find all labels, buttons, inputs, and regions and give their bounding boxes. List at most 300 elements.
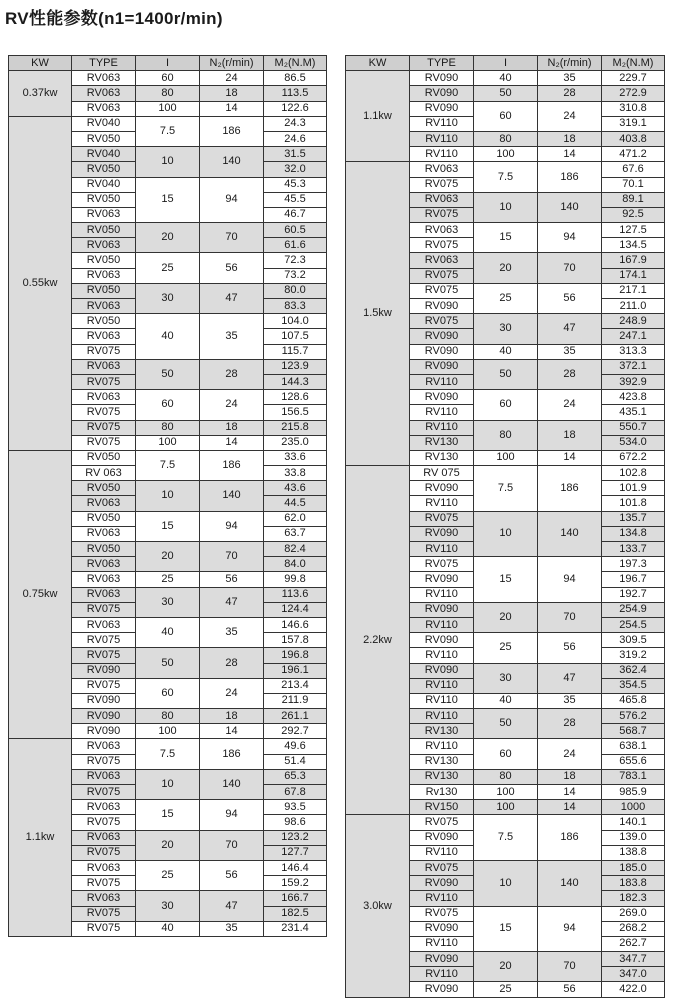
type-cell: RV063 bbox=[72, 526, 136, 541]
type-cell: RV110 bbox=[410, 891, 474, 906]
type-cell: RV130 bbox=[410, 435, 474, 450]
output-torque-cell: 113.5 bbox=[264, 86, 327, 101]
output-speed-cell: 140 bbox=[538, 511, 602, 557]
ratio-cell: 30 bbox=[136, 891, 200, 921]
header-output-speed: N₂(r/min) bbox=[200, 56, 264, 71]
ratio-cell: 7.5 bbox=[136, 450, 200, 480]
ratio-cell: 7.5 bbox=[474, 815, 538, 861]
type-cell: RV110 bbox=[410, 374, 474, 389]
output-torque-cell: 73.2 bbox=[264, 268, 327, 283]
output-torque-cell: 63.7 bbox=[264, 526, 327, 541]
power-cell: 1.1kw bbox=[346, 71, 410, 162]
output-torque-cell: 347.0 bbox=[602, 967, 665, 982]
type-cell: RV075 bbox=[410, 511, 474, 526]
type-cell: RV110 bbox=[410, 967, 474, 982]
output-speed-cell: 14 bbox=[538, 785, 602, 800]
output-torque-cell: 156.5 bbox=[264, 405, 327, 420]
output-torque-cell: 268.2 bbox=[602, 921, 665, 936]
ratio-cell: 15 bbox=[474, 223, 538, 253]
output-torque-cell: 465.8 bbox=[602, 693, 665, 708]
type-cell: RV110 bbox=[410, 936, 474, 951]
ratio-cell: 60 bbox=[474, 739, 538, 769]
output-speed-cell: 70 bbox=[200, 542, 264, 572]
type-cell: RV090 bbox=[72, 663, 136, 678]
output-speed-cell: 14 bbox=[200, 101, 264, 116]
output-speed-cell: 186 bbox=[200, 116, 264, 146]
type-cell: RV075 bbox=[410, 815, 474, 830]
ratio-cell: 7.5 bbox=[136, 116, 200, 146]
type-cell: RV130 bbox=[410, 769, 474, 784]
type-cell: RV063 bbox=[72, 238, 136, 253]
output-speed-cell: 70 bbox=[538, 602, 602, 632]
type-cell: RV110 bbox=[410, 693, 474, 708]
type-cell: RV063 bbox=[72, 769, 136, 784]
type-cell: RV090 bbox=[410, 526, 474, 541]
output-torque-cell: 1000 bbox=[602, 800, 665, 815]
output-torque-cell: 80.0 bbox=[264, 283, 327, 298]
ratio-cell: 15 bbox=[474, 906, 538, 952]
type-cell: RV090 bbox=[410, 830, 474, 845]
power-cell: 0.75kw bbox=[9, 450, 72, 739]
header-ratio: I bbox=[136, 56, 200, 71]
output-torque-cell: 104.0 bbox=[264, 314, 327, 329]
type-cell: RV075 bbox=[72, 633, 136, 648]
output-speed-cell: 35 bbox=[200, 617, 264, 647]
type-cell: RV090 bbox=[410, 359, 474, 374]
output-torque-cell: 211.0 bbox=[602, 299, 665, 314]
ratio-cell: 7.5 bbox=[136, 739, 200, 769]
type-cell: RV075 bbox=[72, 678, 136, 693]
type-cell: RV050 bbox=[72, 131, 136, 146]
type-cell: RV063 bbox=[72, 390, 136, 405]
type-cell: RV090 bbox=[410, 481, 474, 496]
type-cell: RV090 bbox=[410, 633, 474, 648]
output-torque-cell: 309.5 bbox=[602, 633, 665, 648]
output-torque-cell: 783.1 bbox=[602, 769, 665, 784]
output-torque-cell: 197.3 bbox=[602, 557, 665, 572]
output-speed-cell: 70 bbox=[538, 952, 602, 982]
output-speed-cell: 14 bbox=[200, 435, 264, 450]
type-cell: RV063 bbox=[72, 739, 136, 754]
output-speed-cell: 18 bbox=[538, 131, 602, 146]
output-torque-cell: 84.0 bbox=[264, 557, 327, 572]
output-torque-cell: 101.8 bbox=[602, 496, 665, 511]
output-speed-cell: 56 bbox=[200, 860, 264, 890]
output-torque-cell: 185.0 bbox=[602, 860, 665, 875]
ratio-cell: 50 bbox=[474, 359, 538, 389]
type-cell: RV075 bbox=[410, 268, 474, 283]
ratio-cell: 10 bbox=[474, 511, 538, 557]
output-speed-cell: 47 bbox=[200, 283, 264, 313]
power-cell: 2.2kw bbox=[346, 466, 410, 815]
output-speed-cell: 140 bbox=[538, 192, 602, 222]
type-cell: RV090 bbox=[72, 693, 136, 708]
ratio-cell: 40 bbox=[474, 71, 538, 86]
type-cell: RV090 bbox=[410, 71, 474, 86]
output-torque-cell: 372.1 bbox=[602, 359, 665, 374]
output-speed-cell: 56 bbox=[538, 982, 602, 997]
output-torque-cell: 182.3 bbox=[602, 891, 665, 906]
ratio-cell: 100 bbox=[474, 147, 538, 162]
output-speed-cell: 70 bbox=[538, 253, 602, 283]
output-speed-cell: 70 bbox=[200, 223, 264, 253]
output-torque-cell: 98.6 bbox=[264, 815, 327, 830]
ratio-cell: 25 bbox=[474, 982, 538, 997]
output-torque-cell: 313.3 bbox=[602, 344, 665, 359]
header-ratio: I bbox=[474, 56, 538, 71]
output-torque-cell: 24.6 bbox=[264, 131, 327, 146]
header-type: TYPE bbox=[410, 56, 474, 71]
type-cell: RV050 bbox=[72, 481, 136, 496]
type-cell: RV110 bbox=[410, 587, 474, 602]
performance-table-right bbox=[345, 55, 665, 998]
type-cell: RV090 bbox=[72, 724, 136, 739]
ratio-cell: 80 bbox=[136, 86, 200, 101]
ratio-cell: 60 bbox=[474, 390, 538, 420]
output-torque-cell: 354.5 bbox=[602, 678, 665, 693]
output-speed-cell: 14 bbox=[538, 147, 602, 162]
output-torque-cell: 231.4 bbox=[264, 921, 327, 936]
output-torque-cell: 550.7 bbox=[602, 420, 665, 435]
output-speed-cell: 47 bbox=[538, 314, 602, 344]
output-speed-cell: 56 bbox=[200, 572, 264, 587]
output-torque-cell: 319.2 bbox=[602, 648, 665, 663]
type-cell: RV063 bbox=[72, 587, 136, 602]
type-cell: RV063 bbox=[410, 162, 474, 177]
type-cell: RV040 bbox=[72, 177, 136, 192]
output-torque-cell: 254.9 bbox=[602, 602, 665, 617]
ratio-cell: 15 bbox=[136, 800, 200, 830]
output-torque-cell: 43.6 bbox=[264, 481, 327, 496]
performance-table-left bbox=[8, 55, 327, 937]
power-cell: 1.1kw bbox=[9, 739, 72, 936]
type-cell: RV130 bbox=[410, 450, 474, 465]
power-cell: 0.37kw bbox=[9, 71, 72, 117]
output-torque-cell: 347.7 bbox=[602, 952, 665, 967]
output-torque-cell: 192.7 bbox=[602, 587, 665, 602]
header-output-speed: N₂(r/min) bbox=[538, 56, 602, 71]
output-torque-cell: 123.2 bbox=[264, 830, 327, 845]
ratio-cell: 50 bbox=[136, 359, 200, 389]
output-torque-cell: 157.8 bbox=[264, 633, 327, 648]
output-speed-cell: 35 bbox=[538, 71, 602, 86]
output-speed-cell: 186 bbox=[538, 466, 602, 512]
output-torque-cell: 196.8 bbox=[264, 648, 327, 663]
ratio-cell: 20 bbox=[136, 830, 200, 860]
type-cell: RV063 bbox=[72, 329, 136, 344]
output-torque-cell: 32.0 bbox=[264, 162, 327, 177]
ratio-cell: 7.5 bbox=[474, 162, 538, 192]
output-speed-cell: 56 bbox=[538, 283, 602, 313]
ratio-cell: 20 bbox=[136, 223, 200, 253]
output-torque-cell: 261.1 bbox=[264, 709, 327, 724]
output-torque-cell: 60.5 bbox=[264, 223, 327, 238]
type-cell: RV110 bbox=[410, 131, 474, 146]
output-torque-cell: 159.2 bbox=[264, 876, 327, 891]
type-cell: RV090 bbox=[410, 390, 474, 405]
type-cell: RV050 bbox=[72, 283, 136, 298]
output-torque-cell: 167.9 bbox=[602, 253, 665, 268]
type-cell: RV050 bbox=[72, 542, 136, 557]
type-cell: RV063 bbox=[410, 223, 474, 238]
output-speed-cell: 28 bbox=[538, 86, 602, 101]
type-cell: RV075 bbox=[410, 283, 474, 298]
output-speed-cell: 94 bbox=[538, 557, 602, 603]
header-output-torque: M₂(N.M) bbox=[264, 56, 327, 71]
output-speed-cell: 35 bbox=[200, 921, 264, 936]
output-torque-cell: 196.7 bbox=[602, 572, 665, 587]
type-cell: RV075 bbox=[410, 314, 474, 329]
ratio-cell: 15 bbox=[136, 511, 200, 541]
output-torque-cell: 144.3 bbox=[264, 374, 327, 389]
output-speed-cell: 186 bbox=[200, 739, 264, 769]
output-speed-cell: 94 bbox=[200, 177, 264, 223]
type-cell: RV063 bbox=[72, 268, 136, 283]
output-torque-cell: 576.2 bbox=[602, 709, 665, 724]
output-speed-cell: 28 bbox=[538, 709, 602, 739]
output-torque-cell: 115.7 bbox=[264, 344, 327, 359]
output-torque-cell: 362.4 bbox=[602, 663, 665, 678]
output-torque-cell: 82.4 bbox=[264, 542, 327, 557]
output-speed-cell: 24 bbox=[200, 390, 264, 420]
type-cell: RV075 bbox=[72, 420, 136, 435]
output-torque-cell: 196.1 bbox=[264, 663, 327, 678]
output-torque-cell: 392.9 bbox=[602, 374, 665, 389]
output-torque-cell: 568.7 bbox=[602, 724, 665, 739]
output-torque-cell: 319.1 bbox=[602, 116, 665, 131]
output-torque-cell: 213.4 bbox=[264, 678, 327, 693]
output-torque-cell: 140.1 bbox=[602, 815, 665, 830]
ratio-cell: 100 bbox=[474, 785, 538, 800]
ratio-cell: 100 bbox=[474, 450, 538, 465]
output-torque-cell: 247.1 bbox=[602, 329, 665, 344]
ratio-cell: 30 bbox=[474, 314, 538, 344]
output-torque-cell: 49.6 bbox=[264, 739, 327, 754]
type-cell: RV075 bbox=[410, 177, 474, 192]
output-torque-cell: 135.7 bbox=[602, 511, 665, 526]
ratio-cell: 30 bbox=[136, 587, 200, 617]
type-cell: RV075 bbox=[72, 906, 136, 921]
output-torque-cell: 422.0 bbox=[602, 982, 665, 997]
output-speed-cell: 140 bbox=[200, 769, 264, 799]
power-cell: 0.55kw bbox=[9, 116, 72, 450]
output-torque-cell: 51.4 bbox=[264, 754, 327, 769]
type-cell: RV075 bbox=[410, 207, 474, 222]
type-cell: RV150 bbox=[410, 800, 474, 815]
header-kw: KW bbox=[9, 56, 72, 71]
power-cell: 3.0kw bbox=[346, 815, 410, 997]
ratio-cell: 50 bbox=[474, 86, 538, 101]
output-torque-cell: 67.8 bbox=[264, 785, 327, 800]
table-row bbox=[9, 739, 327, 754]
output-speed-cell: 35 bbox=[200, 314, 264, 360]
type-cell: RV075 bbox=[72, 602, 136, 617]
output-speed-cell: 140 bbox=[200, 147, 264, 177]
ratio-cell: 40 bbox=[136, 921, 200, 936]
power-cell: 1.5kw bbox=[346, 162, 410, 466]
type-cell: RV090 bbox=[410, 876, 474, 891]
type-cell: RV110 bbox=[410, 405, 474, 420]
type-cell: RV063 bbox=[72, 800, 136, 815]
type-cell: RV090 bbox=[410, 952, 474, 967]
type-cell: RV090 bbox=[410, 344, 474, 359]
ratio-cell: 10 bbox=[474, 192, 538, 222]
type-cell: RV063 bbox=[72, 101, 136, 116]
table-row bbox=[9, 71, 327, 86]
type-cell: RV075 bbox=[72, 344, 136, 359]
type-cell: RV075 bbox=[72, 405, 136, 420]
output-speed-cell: 18 bbox=[200, 86, 264, 101]
ratio-cell: 60 bbox=[136, 678, 200, 708]
type-cell: RV075 bbox=[72, 785, 136, 800]
type-cell: RV110 bbox=[410, 617, 474, 632]
header-kw: KW bbox=[346, 56, 410, 71]
output-speed-cell: 28 bbox=[200, 359, 264, 389]
type-cell: RV090 bbox=[410, 101, 474, 116]
type-cell: RV075 bbox=[72, 845, 136, 860]
type-cell: RV075 bbox=[410, 906, 474, 921]
output-speed-cell: 18 bbox=[200, 709, 264, 724]
output-torque-cell: 33.6 bbox=[264, 450, 327, 465]
output-speed-cell: 94 bbox=[200, 800, 264, 830]
type-cell: RV040 bbox=[72, 147, 136, 162]
ratio-cell: 100 bbox=[474, 800, 538, 815]
ratio-cell: 100 bbox=[136, 724, 200, 739]
output-torque-cell: 134.8 bbox=[602, 526, 665, 541]
page-title: RV性能参数(n1=1400r/min) bbox=[5, 9, 223, 28]
type-cell: RV075 bbox=[410, 860, 474, 875]
output-torque-cell: 107.5 bbox=[264, 329, 327, 344]
output-torque-cell: 435.1 bbox=[602, 405, 665, 420]
output-torque-cell: 534.0 bbox=[602, 435, 665, 450]
ratio-cell: 50 bbox=[136, 648, 200, 678]
type-cell: RV063 bbox=[72, 891, 136, 906]
output-torque-cell: 182.5 bbox=[264, 906, 327, 921]
type-cell: RV130 bbox=[410, 754, 474, 769]
type-cell: RV110 bbox=[410, 542, 474, 557]
type-cell: RV063 bbox=[72, 860, 136, 875]
type-cell: RV075 bbox=[72, 754, 136, 769]
type-cell: RV075 bbox=[72, 815, 136, 830]
table-row bbox=[346, 815, 665, 830]
ratio-cell: 25 bbox=[136, 572, 200, 587]
output-speed-cell: 24 bbox=[200, 678, 264, 708]
ratio-cell: 40 bbox=[474, 693, 538, 708]
ratio-cell: 80 bbox=[474, 420, 538, 450]
output-torque-cell: 102.8 bbox=[602, 466, 665, 481]
output-speed-cell: 28 bbox=[200, 648, 264, 678]
output-speed-cell: 14 bbox=[538, 800, 602, 815]
ratio-cell: 40 bbox=[136, 314, 200, 360]
output-torque-cell: 139.0 bbox=[602, 830, 665, 845]
ratio-cell: 30 bbox=[474, 663, 538, 693]
type-cell: RV075 bbox=[410, 557, 474, 572]
output-torque-cell: 24.3 bbox=[264, 116, 327, 131]
output-speed-cell: 24 bbox=[538, 390, 602, 420]
output-speed-cell: 140 bbox=[200, 481, 264, 511]
output-torque-cell: 92.5 bbox=[602, 207, 665, 222]
type-cell: RV110 bbox=[410, 496, 474, 511]
output-torque-cell: 138.8 bbox=[602, 845, 665, 860]
output-speed-cell: 47 bbox=[200, 587, 264, 617]
type-cell: RV050 bbox=[72, 192, 136, 207]
type-cell: RV050 bbox=[72, 162, 136, 177]
type-cell: RV063 bbox=[72, 207, 136, 222]
ratio-cell: 25 bbox=[474, 633, 538, 663]
output-torque-cell: 211.9 bbox=[264, 693, 327, 708]
ratio-cell: 10 bbox=[136, 147, 200, 177]
type-cell: Rv130 bbox=[410, 785, 474, 800]
output-torque-cell: 423.8 bbox=[602, 390, 665, 405]
output-torque-cell: 146.4 bbox=[264, 860, 327, 875]
output-torque-cell: 471.2 bbox=[602, 147, 665, 162]
type-cell: RV090 bbox=[410, 982, 474, 997]
type-cell: RV063 bbox=[410, 253, 474, 268]
output-torque-cell: 655.6 bbox=[602, 754, 665, 769]
output-speed-cell: 28 bbox=[538, 359, 602, 389]
ratio-cell: 30 bbox=[136, 283, 200, 313]
output-torque-cell: 45.5 bbox=[264, 192, 327, 207]
output-torque-cell: 128.6 bbox=[264, 390, 327, 405]
type-cell: RV110 bbox=[410, 147, 474, 162]
ratio-cell: 100 bbox=[136, 101, 200, 116]
ratio-cell: 15 bbox=[136, 177, 200, 223]
table-row bbox=[9, 116, 327, 131]
ratio-cell: 20 bbox=[474, 602, 538, 632]
type-cell: RV063 bbox=[72, 617, 136, 632]
type-cell: RV063 bbox=[72, 299, 136, 314]
output-speed-cell: 140 bbox=[538, 860, 602, 906]
output-torque-cell: 166.7 bbox=[264, 891, 327, 906]
output-torque-cell: 65.3 bbox=[264, 769, 327, 784]
output-speed-cell: 186 bbox=[200, 450, 264, 480]
type-cell: RV050 bbox=[72, 314, 136, 329]
type-cell: RV063 bbox=[72, 572, 136, 587]
output-speed-cell: 56 bbox=[538, 633, 602, 663]
output-speed-cell: 35 bbox=[538, 344, 602, 359]
output-torque-cell: 89.1 bbox=[602, 192, 665, 207]
output-speed-cell: 47 bbox=[200, 891, 264, 921]
table-row bbox=[346, 162, 665, 177]
output-torque-cell: 235.0 bbox=[264, 435, 327, 450]
ratio-cell: 80 bbox=[474, 769, 538, 784]
output-torque-cell: 45.3 bbox=[264, 177, 327, 192]
output-torque-cell: 310.8 bbox=[602, 101, 665, 116]
ratio-cell: 50 bbox=[474, 709, 538, 739]
output-torque-cell: 403.8 bbox=[602, 131, 665, 146]
output-torque-cell: 61.6 bbox=[264, 238, 327, 253]
type-cell: RV075 bbox=[72, 374, 136, 389]
output-torque-cell: 86.5 bbox=[264, 71, 327, 86]
output-torque-cell: 215.8 bbox=[264, 420, 327, 435]
output-speed-cell: 70 bbox=[200, 830, 264, 860]
output-speed-cell: 94 bbox=[538, 223, 602, 253]
output-torque-cell: 217.1 bbox=[602, 283, 665, 298]
ratio-cell: 10 bbox=[136, 769, 200, 799]
type-cell: RV075 bbox=[72, 435, 136, 450]
output-torque-cell: 638.1 bbox=[602, 739, 665, 754]
ratio-cell: 80 bbox=[136, 420, 200, 435]
output-torque-cell: 133.7 bbox=[602, 542, 665, 557]
output-torque-cell: 70.1 bbox=[602, 177, 665, 192]
output-speed-cell: 24 bbox=[200, 71, 264, 86]
output-speed-cell: 94 bbox=[538, 906, 602, 952]
ratio-cell: 60 bbox=[474, 101, 538, 131]
output-speed-cell: 18 bbox=[200, 420, 264, 435]
type-cell: RV 075 bbox=[410, 466, 474, 481]
output-torque-cell: 83.3 bbox=[264, 299, 327, 314]
output-torque-cell: 174.1 bbox=[602, 268, 665, 283]
